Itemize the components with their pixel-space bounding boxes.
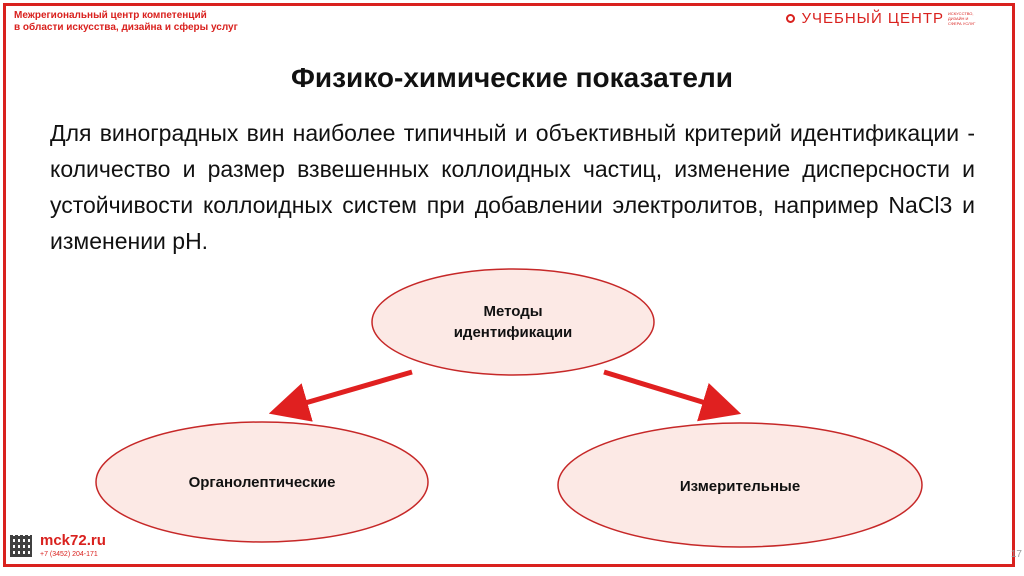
org-name-line1: Межрегиональный центр компетенций <box>14 10 207 21</box>
root-node-line1: Методы <box>483 303 543 320</box>
root-node-line2: идентификации <box>453 324 573 341</box>
org-name-line2: в области искусства, дизайна и сферы услуг <box>14 22 238 33</box>
qr-code-icon <box>10 535 32 557</box>
right-node-label: Измерительные <box>679 477 801 495</box>
footer-phone: +7 (3452) 204-171 <box>40 551 98 558</box>
slide-title: Физико-химические показатели <box>291 62 733 93</box>
root-node-label <box>413 298 613 346</box>
left-node-label: Органолептические <box>188 473 336 491</box>
brand-tagline: ИСКУССТВО, ДИЗАЙН И СФЕРА УСЛУГ <box>948 11 976 26</box>
slide-paragraph: Для виноградных вин наиболее типичный и объективный критерий идентификации - количество и размер взвешенных коллоидных частиц, изменение дисперсности и устойчивости коллоидных систем при добавлении электролитов, например NaCl3 и изменении pH. <box>50 120 975 254</box>
arrow-right <box>604 372 722 408</box>
brand-name: УЧЕБНЫЙ ЦЕНТР <box>801 10 944 27</box>
page-number: 17 <box>1010 549 1022 560</box>
footer-site[interactable]: mck72.ru <box>40 532 106 549</box>
arrow-left <box>288 372 412 408</box>
